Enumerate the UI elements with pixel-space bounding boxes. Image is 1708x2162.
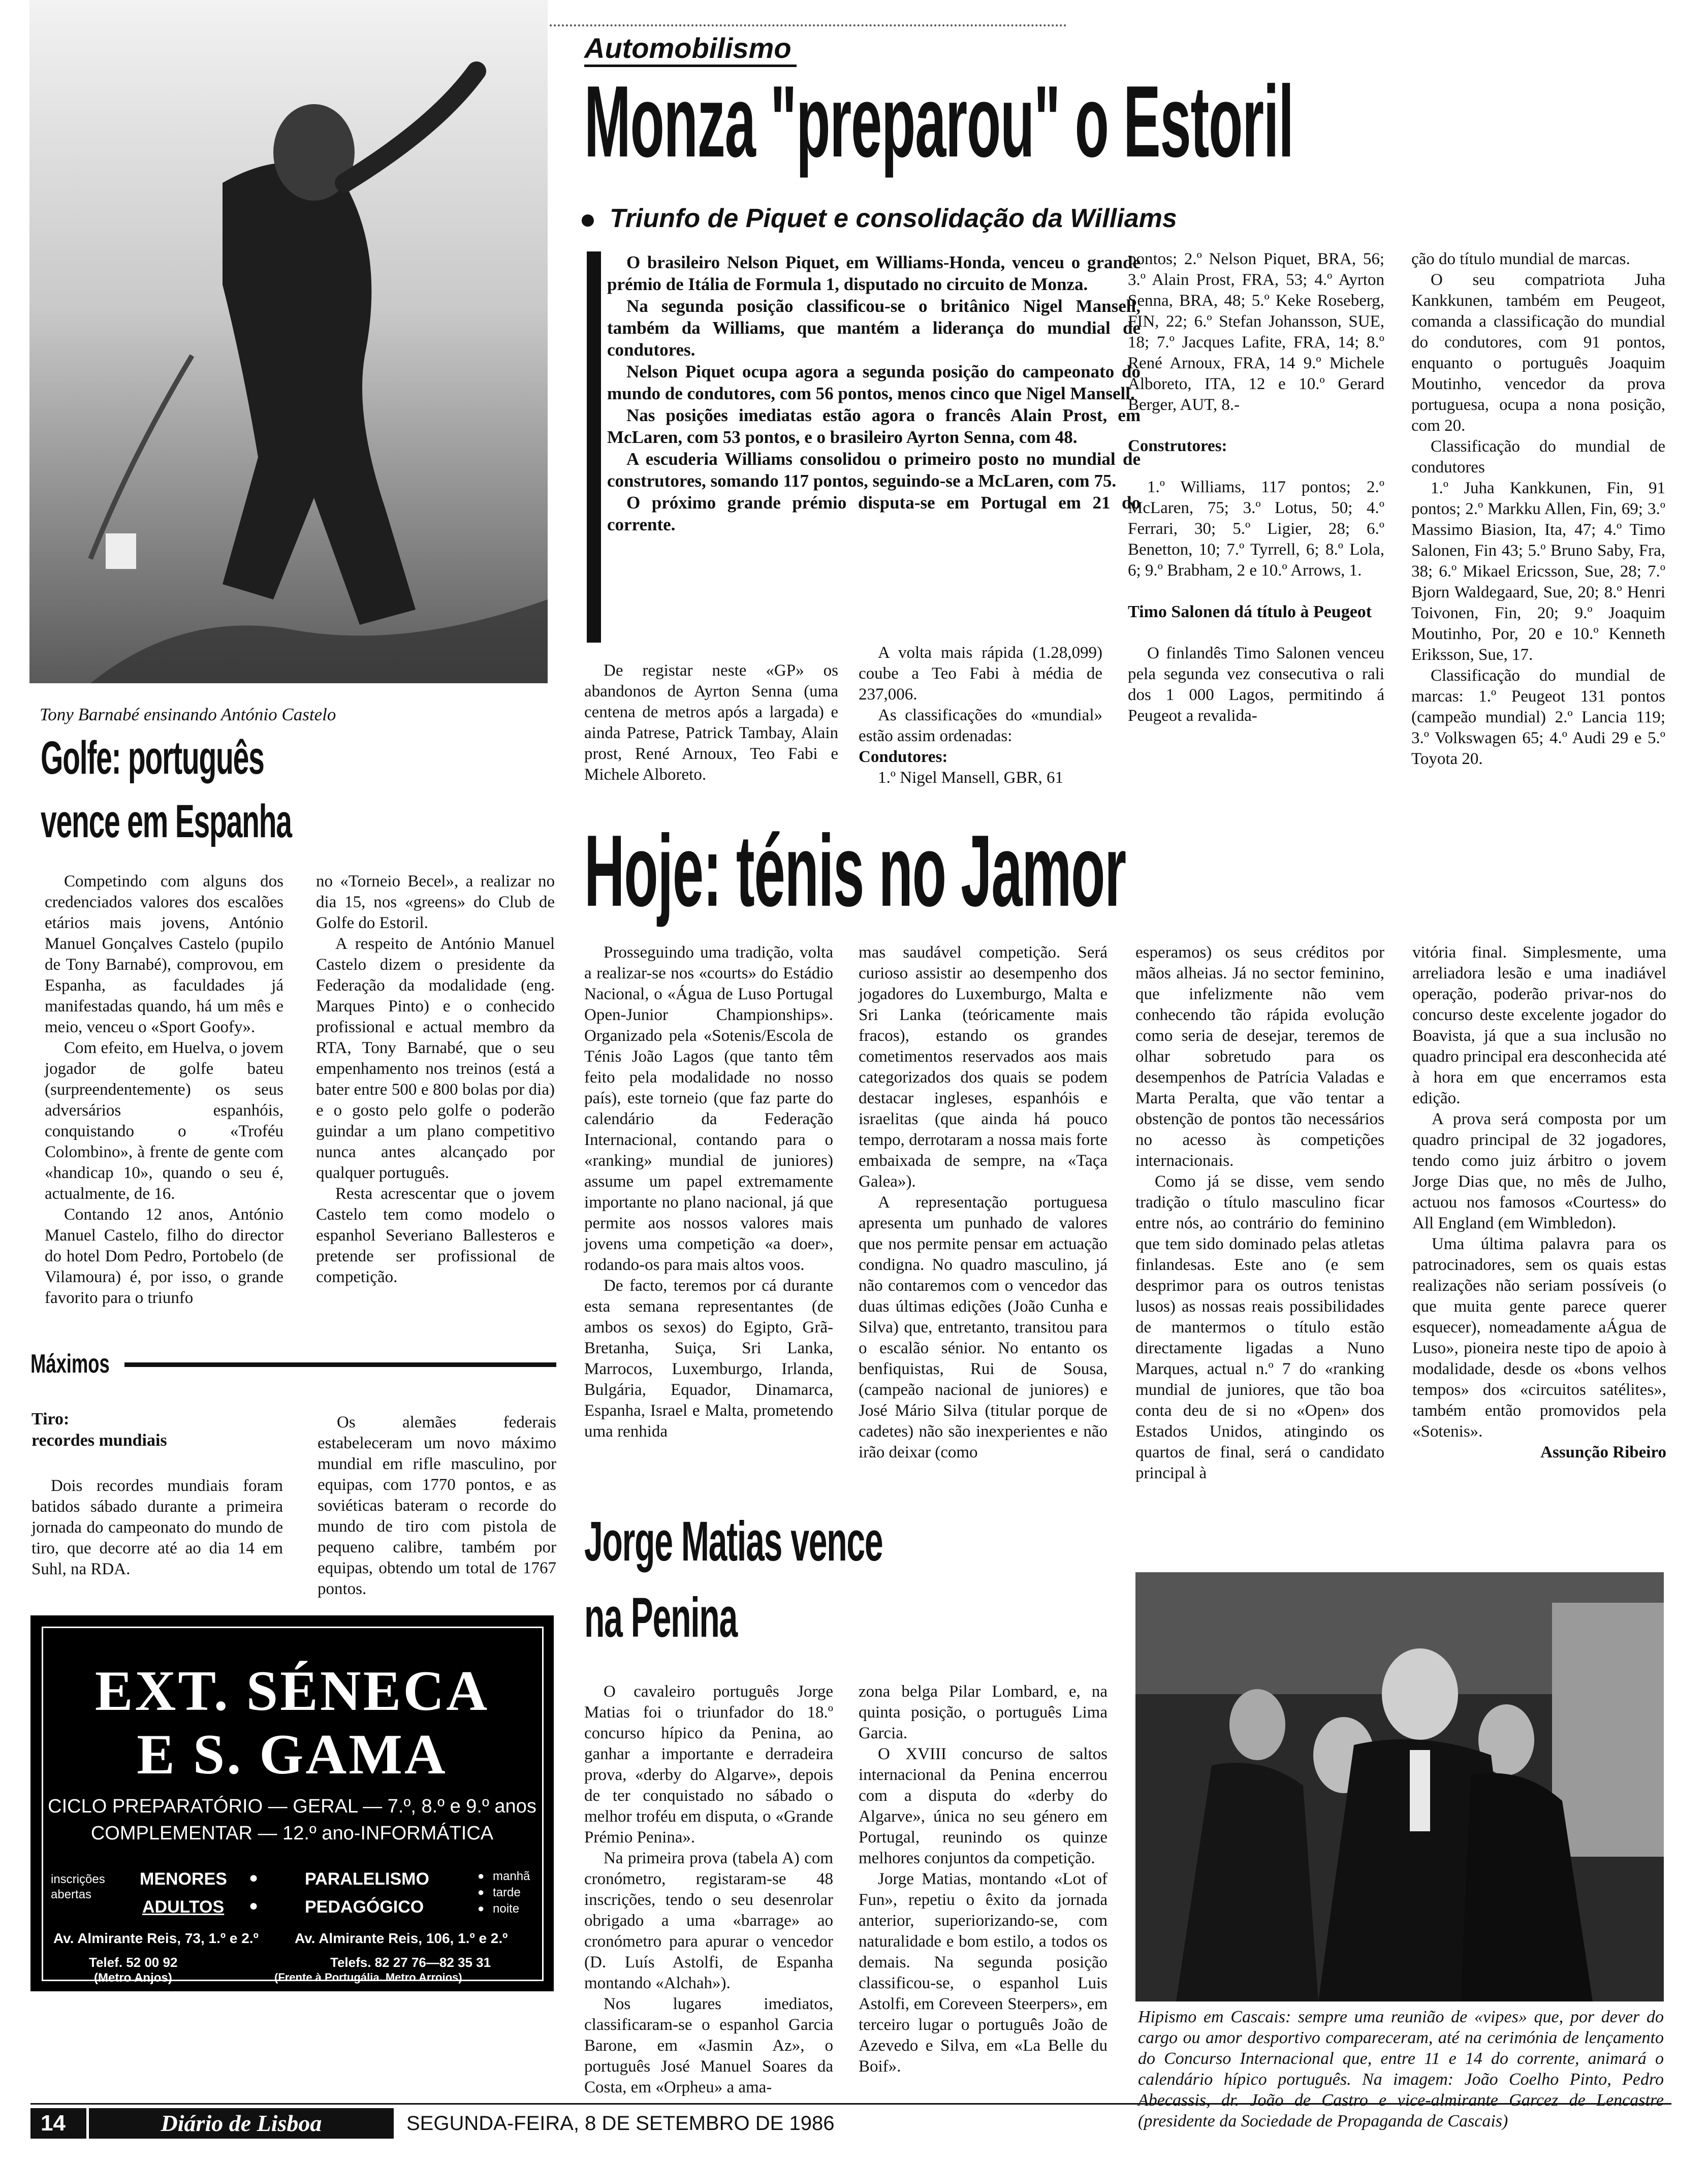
f1-construtores-label: Construtores: <box>1128 437 1227 455</box>
f1-paragraph: As classificações do «mundial» estão assim ordenadas: <box>859 706 1102 745</box>
f1-column-c <box>1128 249 1384 726</box>
golf-column-2 <box>316 871 555 1288</box>
golf-paragraph: Competindo com alguns dos credenciados valores dos escalões etários mais jovens, António Manuel Gonçalves Castelo (pupilo de Tony Barnabé), comprovou, em Espanha, as faculdades já manifestadas quando, há um mês e meio, venceu o «Sport Goofy». <box>45 872 283 1036</box>
equestrian-paragraph: Nos lugares imediatos, classificaram-se o espanhol Garcia Barone, em «Jasmin Az», o português José Manuel Soares da Costa, em «Orpheu» a ama- <box>584 1995 833 2096</box>
footer-newspaper-name: Diário de Lisboa <box>89 2108 394 2139</box>
f1-paragraph: O finlandês Timo Salonen venceu pela segunda vez consecutiva o rali dos 1 000 Lagos, permitindo á Peugeot a revalida- <box>1128 644 1384 725</box>
hipismo-photo <box>1135 1572 1664 2001</box>
f1-lead-paragraph: Nas posições imediatas estão agora o francês Alain Prost, em McLaren, com 53 pontos, e o brasileiro Ayrton Senna, com 48. <box>607 405 1141 447</box>
tennis-paragraph: A representação portuguesa apresenta um punhado de valores que nos permite pensar em actuação condigna. No quadro masculino, já não contaremos com o vencedor das duas últimas edições (João Cunha e Silva) que, entretanto, transitou para o escalão sénior. No entanto os benfiquistas, Rui de Sousa, (campeão nacional de juniores) e José Mário Silva (titular porque de cadetes) não são inexperientes e não irão deixar (como <box>859 1193 1108 1461</box>
ad-noite: noite <box>493 1902 520 1916</box>
equestrian-column-1 <box>584 1681 833 2098</box>
maximos-rule <box>124 1362 556 1367</box>
section-label: Automobilismo <box>584 31 797 67</box>
equestrian-paragraph: zona belga Pilar Lombard, e, na quinta posição, o português Lima Garcia. <box>859 1682 1108 1742</box>
f1-paragraph: O seu compatriota Juha Kankkunen, também em Peugeot, comanda a classificação do mundial do condutores, com 91 pontos, enquanto o português Joaquim Moutinho, vencedor da prova portuguesa, ocupa a nona posição, com 20. <box>1411 271 1665 435</box>
ad-metro-2-visible: (Frente à Portugália. Metro Arroios) <box>274 1971 462 1984</box>
f1-lead-paragraph: Na segunda posição classificou-se o britânico Nigel Mansell, também da Williams, que mantém a liderança do mundial de condutores. <box>607 296 1141 360</box>
tennis-paragraph: Prosseguindo uma tradição, volta a realizar-se nos «courts» do Estádio Nacional, o «Água de Luso Portugal Open-Junior Championships». Organizado pela «Sotenis/Escola de Ténis João Lagos (que tanto têm feito pela modalidade no nosso país), este torneio (que faz parte do calendário da Federação Internacional, contando para o «ranking» mundial de juniores) assume um papel extremamente importante no plano nacional, já que permite aos nossos valores mais jovens uma competição «a doer», rodando-os para mais altos voos. <box>584 943 833 1274</box>
maximos-subhead-1: Tiro: <box>31 1410 70 1428</box>
tennis-headline: Hoje: ténis no Jamor <box>584 814 1126 928</box>
equestrian-headline-line-2: na Penina <box>584 1586 737 1649</box>
maximos-label: Máximos <box>30 1349 110 1379</box>
tennis-column-4 <box>1412 942 1666 1463</box>
f1-lead-paragraph: O próximo grande prémio disputa-se em Portugal em 21 do corrente. <box>607 493 1141 534</box>
f1-paragraph: pontos; 2.º Nelson Piquet, BRA, 56; 3.º Alain Prost, FRA, 53; 4.º Ayrton Senna, BRA, 48; 5.º Keke Roseberg, FIN, 22; 6.º Stefan Johansson, SUE, 18; 7.º Jacques Lafite, FRA, 14; 8.º René Arnoux, FRA, 14 9.º Michele Alboreto, ITA, 12 e 10.º Gerard Berger, AUT, 8.- <box>1128 250 1384 414</box>
golf-paragraph: no «Torneio Becel», a realizar no dia 15, nos «greens» do Club de Golfe do Estoril. <box>316 872 555 932</box>
maximos-paragraph: Dois recordes mundiais foram batidos sábado durante a primeira jornada do campeonato do mundo de tiro, que decorre até ao dia 14 em Suhl, na RDA. <box>31 1477 283 1578</box>
tennis-column-3 <box>1135 942 1384 1484</box>
ad-paralelismo: PARALELISMO <box>305 1869 429 1889</box>
golf-photo <box>29 0 548 683</box>
maximos-paragraph: Os alemães federais estabeleceram um novo máximo mundial em rifle masculino, por equipas, com 1770 pontos, e as soviéticas bateram o recorde do mundo de tiro com pistola de pequeno calibre, também por equipas, obtendo um total de 1767 pontos. <box>318 1413 556 1598</box>
golf-paragraph: A respeito de António Manuel Castelo dizem o presidente da Federação da modalidade (eng. Marques Pinto) e o conhecido profissional e actual membro da RTA, Tony Barnabé, que o seu empenhamento nos treinos (está a bater entre 500 e 800 bolas por dia) e o gosto pelo golfe o poderão guindar a um plano competitivo nunca antes alcançado por qualquer português. <box>316 935 555 1182</box>
ad-metro-1-visible: (Metro Anjos) <box>94 1971 172 1985</box>
f1-paragraph: 1.º Juha Kankkunen, Fin, 91 pontos; 2.º Markku Allen, Fin, 69; 3.º Massimo Biasion, Ita, 47; 4.º Timo Salonen, Fin 43; 5.º Bruno Saby, Fra, 38; 6.º Mikael Ericsson, Sue, 28; 7.º Bjorn Waldegaard, Sue, 20; 8.º Henri Toivonen, Fin, 20; 9.º Joaquim Moutinho, Por, 20 e 10.º Kenneth Eriksson, Sue, 17. <box>1411 479 1665 664</box>
hipismo-photo-image <box>1135 1572 1664 2001</box>
equestrian-column-2 <box>859 1681 1108 2077</box>
ad-inscricoes: inscrições abertas <box>51 1872 105 1901</box>
equestrian-paragraph: O XVIII concurso de saltos internacional da Penina encerrou com a disputa do «derby do Algarve», única no seu género em Portugal, reunindo os quinze melhores conjuntos da competição. <box>859 1745 1108 1867</box>
ad-telephone-1: Telef. 52 00 92 <box>89 1955 178 1970</box>
f1-condutores-label: Condutores: <box>859 748 948 766</box>
ad-title-2: E S. GAMA <box>137 1723 448 1786</box>
ad-title-1: EXT. SÉNECA <box>94 1660 490 1723</box>
f1-paragraph: Classificação do mundial de marcas: 1.º Peugeot 131 pontos (campeão mundial) 2.º Lancia 119; 3.º Volkswagen 65; 4.º Audi 29 e 5.º Toyota 20. <box>1411 666 1665 768</box>
tennis-paragraph: Como já se disse, vem sendo tradição o título masculino ficar entre nós, ao contrário do feminino que tem sido dominado pelas atletas finlandesas. Este ano (e sem desprimor para os outros tenistas lusos) as nossas reais possibilidades de mantermos o título estão directamente ligadas a Nuno Marques, actual n.º 7 do «ranking mundial de juniores, que tão boa conta deu de si no «Open» dos Estados Unidos, atingindo os quartos de final, será o candidato principal à <box>1135 1172 1384 1482</box>
f1-paragraph: A volta mais rápida (1.28,099) coube a Teo Fabi à média de 237,006. <box>859 644 1102 704</box>
equestrian-paragraph: O cavaleiro português Jorge Matias foi o triunfador do 18.º concurso hípico da Penina, ao ganhar a importante e derradeira prova, «derby do Algarve», depois de ter conquistado no sábado o melhor troféu em disputa, o «Grande Prémio Penina». <box>584 1682 833 1847</box>
bullet-icon: ● <box>478 1902 485 1915</box>
f1-column-b <box>859 643 1102 788</box>
maximos-column-2 <box>318 1412 556 1600</box>
golf-headline-line-2: vence em Espanha <box>41 796 292 847</box>
golf-headline-line-1: Golfe: português <box>41 732 264 784</box>
equestrian-paragraph: Jorge Matias, montando «Lot of Fun», repetiu o êxito da jornada anterior, superiorizando-se, com naturalidade e bom estilo, a todos os demais. Na segunda posição classificou-se, o espanhol Luis Astolfi, em Coreveen Steerpers», em terceiro lugar o português João de Azevedo e Silva, em «La Belle du Boif». <box>859 1870 1108 2076</box>
hipismo-photo-caption: Hipismo em Cascais: sempre uma reunião de «vipes» que, por dever do cargo ou amor desportivo compareceram, até na cerimónia de lençamento do Concurso Internacional que, entre 11 e 14 do corrente, animará o calendário hípico português. Na imagem: João Coelho Pinto, Pedro Abecassis, dr. João de Castro e vice-almirante Garcez de Lencastre (presidente da Sociedade de Propaganda de Cascais) <box>1138 2008 1664 2131</box>
bullet-icon: ● <box>579 204 596 235</box>
f1-lead <box>607 251 1141 535</box>
school-advertisement <box>30 1615 554 1991</box>
bullet-icon: ● <box>249 1869 259 1886</box>
ad-line-1: CICLO PREPARATÓRIO — GERAL — 7.º, 8.º e 9.º anos <box>48 1796 536 1817</box>
f1-paragraph: Classificação do mundial de condutores <box>1411 437 1665 476</box>
bullet-icon: ● <box>478 1869 485 1882</box>
golf-paragraph: Contando 12 anos, António Manuel Castelo, filho do director do hotel Dom Pedro, Portobelo (de Vilamoura) é, por isso, o grande favorito para o triunfo <box>45 1205 283 1307</box>
golf-photo-image <box>29 0 548 683</box>
footer-rule <box>30 2103 1671 2105</box>
tennis-paragraph: esperamos) os seus créditos por mãos alheias. Já no sector feminino, que infelizmente não vem conhecendo tão rápida evolução como seria de desejar, teremos de olhar sobretudo para os desempenhos de Patrícia Valadas e Marta Peralta, que vão tentar a obstenção de pontos tão necessários no acesso às competições internacionais. <box>1135 943 1384 1170</box>
ad-address-2: Av. Almirante Reis, 106, 1.º e 2.º <box>295 1930 508 1946</box>
f1-subhead: Triunfo de Piquet e consolidação da Williams <box>610 204 1177 233</box>
tennis-paragraph: mas saudável competição. Será curioso assistir ao desempenho dos jogadores do Luxemburgo, Malta e Sri Lanka (teóricamente mais fracos), estando os grandes cometimentos reservados aos mais categorizados dos quais se podem destacar ingleses, espanhóis e israelitas (que ainda há pouco tempo, derrotaram a nossa mais forte embaixada de sempre, na «Taça Galea»). <box>859 943 1108 1191</box>
ad-menores: MENORES <box>140 1869 227 1889</box>
f1-paragraph: ção do título mundial de marcas. <box>1411 250 1630 268</box>
footer-date: SEGUNDA-FEIRA, 8 DE SETEMBRO DE 1986 <box>406 2112 835 2135</box>
f1-lead-paragraph: O brasileiro Nelson Piquet, em Williams-Honda, venceu o grande prémio de Itália de Formula 1, disputado no circuito de Monza. <box>607 252 1141 294</box>
tennis-author: Assunção Ribeiro <box>1540 1443 1666 1461</box>
f1-column-d <box>1411 249 1665 770</box>
golf-paragraph: Resta acrescentar que o jovem Castelo tem como modelo o espanhol Severiano Ballesteros e pretende ser profissional de competição. <box>316 1185 555 1286</box>
tennis-column-2 <box>859 942 1108 1463</box>
f1-paragraph: 1.º Nigel Mansell, GBR, 61 <box>878 769 1063 787</box>
f1-paragraph: 1.º Williams, 117 pontos; 2.º McLaren, 75; 3.º Lotus, 50; 4.º Ferrari, 30; 5.º Ligier, 28; 6.º Benetton, 10; 7.º Tyrrell, 6; 8.º Lola, 6; 9.º Brabham, 2 e 10.º Arrows, 1. <box>1128 478 1384 580</box>
golf-column-1 <box>45 871 283 1309</box>
tennis-paragraph: Uma última palavra para os patrocinadores, sem os quais estas realizações não seriam possíveis (o que muita gente parece querer esquecer), nomeadamente aÁgua de Luso», pioneira neste tipo de apoio à modalidade, desde os «bons velhos tempos» dos «circuitos satélites», também então promovidos pela «Sotenis». <box>1412 1235 1666 1441</box>
tennis-paragraph: De facto, teremos por cá durante esta semana representantes (de ambos os sexos) do Egipto, Grã-Bretanha, Suiça, Sri Lanka, Marrocos, Luxemburgo, Irlanda, Bulgária, Equador, Dinamarca, Espanha, Israel e Malta, prometendo uma renhida <box>584 1277 833 1441</box>
tennis-paragraph: vitória final. Simplesmente, uma arreliadora lesão e uma inadiável operação, poderão privar-nos do concurso deste excelente jogador do Boavista, já que a sua inclusão no quadro principal era desconhecida até à hora em que encerramos esta edição. <box>1412 943 1666 1107</box>
ad-address-1: Av. Almirante Reis, 73, 1.º e 2.º <box>53 1930 259 1946</box>
f1-lead-paragraph: A escuderia Williams consolidou o primeiro posto no mundial de construtores, somando 117 pontos, seguindo-se a McLaren, com 75. <box>607 449 1141 491</box>
ad-pedagogico: PEDAGÓGICO <box>305 1897 424 1917</box>
tennis-paragraph: A prova será composta por um quadro principal de 32 jogadores, tendo como juiz árbitro o jovem Jorge Dias que, no mês de Julho, actuou nos famosos «Courtess» do All England (em Wimbledon). <box>1412 1110 1666 1232</box>
ad-adultos: ADULTOS <box>142 1897 225 1917</box>
bullet-icon: ● <box>249 1897 259 1914</box>
golf-paragraph: Com efeito, em Huelva, o jovem jogador de golfe bateu (surpreendentemente) os seus adversários espanhóis, conquistando o «Troféu Colombino», à frente de gente com «handicap 10», quando o seu é, actualmente, de 16. <box>45 1039 283 1203</box>
equestrian-paragraph: Na primeira prova (tabela A) com cronómetro, registaram-se 48 inscrições, tendo o seu desenrolar obrigado a uma «barrage» ao cronómetro para apurar o vencedor (D. Luís Astolfi, de Espanha montando «Alchah»). <box>584 1849 833 1992</box>
f1-column-a <box>584 660 838 785</box>
bullet-icon: ● <box>478 1886 485 1898</box>
ad-tarde: tarde <box>493 1886 521 1899</box>
footer-page-number: 14 <box>30 2108 86 2139</box>
maximos-subhead-2: recordes mundiais <box>31 1431 167 1450</box>
ad-telephone-2: Telefs. 82 27 76—82 35 31 <box>330 1955 491 1970</box>
f1-paragraph: De registar neste «GP» os abandonos de Ayrton Senna (uma centena de metros após a largada) e ainda Patrese, Patrick Tambay, Alain prost, René Arnoux, Teo Fabi e Michele Alboreto. <box>584 661 838 784</box>
f1-headline: Monza "preparou" o Estoril <box>584 65 1293 178</box>
equestrian-headline-line-1: Jorge Matias vence <box>584 1510 883 1573</box>
f1-salonen-subhead: Timo Salonen dá título à Peugeot <box>1128 602 1372 621</box>
ad-line-2: COMPLEMENTAR — 12.º ano-INFORMÁTICA <box>90 1823 494 1844</box>
tennis-column-1 <box>584 942 833 1442</box>
ad-manha: manhã <box>493 1869 530 1883</box>
f1-lead-paragraph: Nelson Piquet ocupa agora a segunda posição do campeonato do mundo de condutores, com 56 pontos, menos cinco que Nigel Mansell. <box>607 362 1141 403</box>
maximos-column-1 <box>31 1476 283 1580</box>
f1-lead-bar <box>587 251 601 643</box>
golf-photo-caption: Tony Barnabé ensinando António Castelo <box>40 705 336 724</box>
